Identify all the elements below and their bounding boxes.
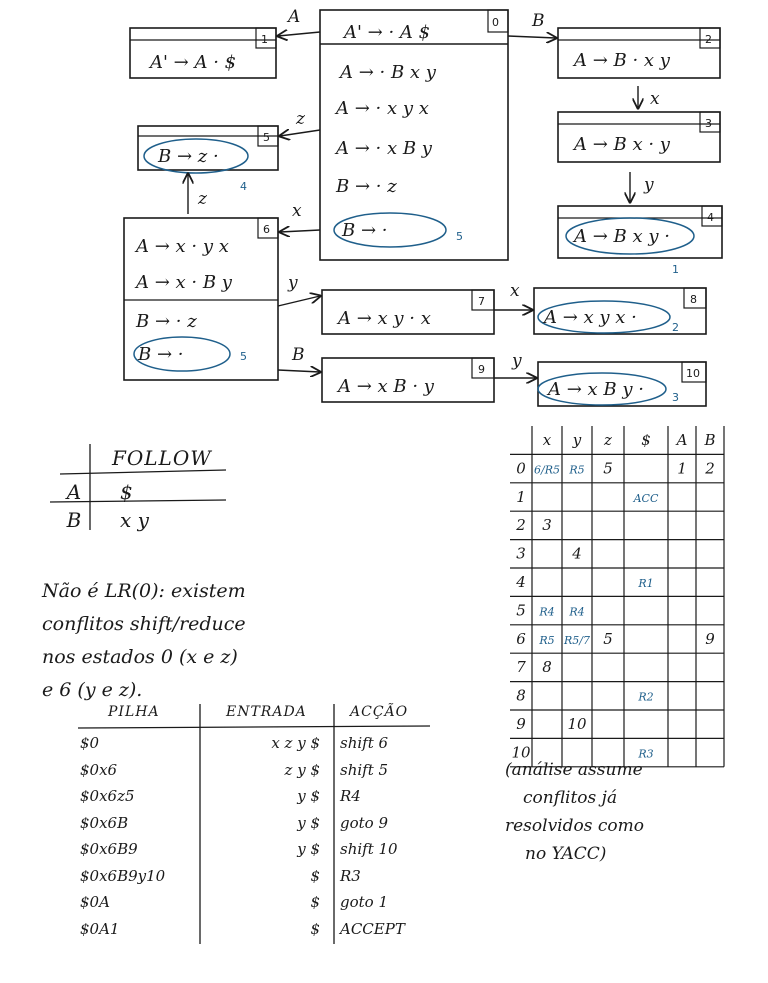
trace-header-stack: PILHA <box>108 704 160 720</box>
edge-label-0-5: z <box>296 109 305 129</box>
edge-0-1 <box>278 32 320 36</box>
trace-row <box>78 814 438 838</box>
state-7-item-1: A → x y · x <box>338 308 431 329</box>
table-cell: 2 <box>705 459 715 478</box>
table-cell: R3 <box>638 747 654 761</box>
state-3-number: 3 <box>705 117 712 130</box>
comment-line: no YACC) <box>525 844 607 864</box>
edge-0-5 <box>280 130 320 136</box>
state-0-item-3: A → · x y x <box>336 98 429 119</box>
state-6-item-2: A → x · B y <box>136 272 232 293</box>
state-0-item-5: B → · z <box>336 176 397 197</box>
edge-label-0-1: A <box>288 7 301 27</box>
trace-input: $ <box>310 919 320 938</box>
table-cell: R5/7 <box>564 633 590 647</box>
state-5 <box>138 126 278 193</box>
trace-row <box>78 893 438 917</box>
state-5-item-1: B → z · <box>158 146 219 167</box>
table-state-cell: 0 <box>516 459 526 478</box>
conflict-note <box>42 575 402 707</box>
state-2-item-1: A → B · x y <box>574 50 670 71</box>
table-state-cell: 5 <box>516 601 526 620</box>
state-3-item-1: A → B x · y <box>574 134 670 155</box>
table-state-cell: 8 <box>516 686 526 705</box>
edge-6-7 <box>278 296 320 306</box>
parse-table <box>510 426 724 767</box>
table-cell: 1 <box>677 459 687 478</box>
table-cell: R5 <box>539 633 555 647</box>
note-line: Não é LR(0): existem <box>42 580 246 602</box>
trace-row <box>78 867 438 891</box>
comment-line: resolvidos como <box>505 816 644 836</box>
state-2-number: 2 <box>705 33 712 46</box>
table-state-cell: 7 <box>516 658 526 677</box>
trace-stack: $0x6 <box>80 760 118 779</box>
trace-input: y $ <box>297 813 320 832</box>
state-8-reduce-rule: 2 <box>672 321 679 334</box>
parse-table-grid <box>510 426 724 767</box>
state-10-reduce-rule: 3 <box>672 391 679 404</box>
table-cell: 9 <box>705 629 715 648</box>
state-8-number: 8 <box>690 293 697 306</box>
trace-input: y $ <box>297 840 320 858</box>
table-state-cell: 3 <box>516 544 526 563</box>
state-0-item-4: A → · x B y <box>336 138 432 159</box>
state-9-number: 9 <box>478 363 485 376</box>
state-4-item-1: A → B x y · <box>574 226 670 247</box>
state-6-reduce-rule: 5 <box>240 350 247 363</box>
edge-0-2 <box>508 36 556 38</box>
trace-stack: $0x6B9 <box>80 840 138 858</box>
state-6-number: 6 <box>263 223 270 236</box>
table-cell: 6/R5 <box>534 463 560 477</box>
trace-stack: $0x6B9y10 <box>80 866 166 885</box>
trace-action: R3 <box>340 866 361 885</box>
trace-action: goto 9 <box>340 813 389 832</box>
table-state-cell: 9 <box>516 715 526 733</box>
state-6-item-4: B → · <box>138 344 184 365</box>
table-cell: 3 <box>542 516 552 535</box>
table-cell: R5 <box>569 463 585 477</box>
follow-symbol: A <box>66 480 82 504</box>
state-4 <box>558 206 722 276</box>
edge-label-7-8: x <box>510 281 520 301</box>
edge-6-9 <box>278 370 320 372</box>
state-0-item-2: A → · B x y <box>340 62 436 83</box>
table-header-cell: z <box>604 431 612 449</box>
state-0-item-6: B → · <box>342 220 388 241</box>
table-header-cell: B <box>704 431 716 449</box>
table-cell: R1 <box>638 577 654 590</box>
edge-label-0-6: x <box>292 201 302 221</box>
follow-row-b <box>62 508 242 536</box>
note-line: conflitos shift/reduce <box>42 613 246 635</box>
state-2 <box>558 28 720 78</box>
table-cell: 10 <box>567 715 587 733</box>
trace-input: y $ <box>297 787 320 805</box>
trace-action: shift 5 <box>340 760 389 779</box>
trace-row <box>78 761 438 785</box>
table-cell: 4 <box>572 544 582 563</box>
trace-input: $ <box>310 866 320 885</box>
edge-label-9-10: y <box>512 351 522 371</box>
follow-value: x y <box>120 508 149 532</box>
table-cell: ACC <box>633 491 659 505</box>
yacc-comment <box>505 756 735 868</box>
trace-row <box>78 787 438 811</box>
state-0 <box>320 10 508 260</box>
state-0-number: 0 <box>492 16 499 29</box>
state-8 <box>534 288 706 334</box>
state-9 <box>322 358 494 402</box>
state-9-item-1: A → x B · y <box>338 376 434 397</box>
edge-label-3-4: y <box>644 175 654 195</box>
table-cell: 5 <box>603 459 613 478</box>
comment-line: conflitos já <box>523 788 618 808</box>
edge-label-0-2: B <box>532 11 545 31</box>
state-10-item-1: A → x B y · <box>548 379 644 400</box>
table-state-cell: 2 <box>516 516 526 535</box>
note-line: nos estados 0 (x e z) <box>42 646 238 668</box>
follow-symbol: B <box>66 508 82 532</box>
edge-0-6 <box>280 230 320 232</box>
state-6-item-1: A → x · y x <box>136 236 229 257</box>
comment-line: (análise assume <box>505 760 643 780</box>
table-state-cell: 4 <box>516 573 526 591</box>
state-6 <box>124 218 278 380</box>
edge-label-6-9: B <box>292 345 305 365</box>
table-cell: 5 <box>603 629 613 648</box>
state-4-reduce-rule: 1 <box>672 263 679 276</box>
trace-header-action: ACÇÃO <box>350 704 409 720</box>
state-10 <box>538 362 706 406</box>
table-header-cell: $ <box>641 431 651 449</box>
trace-action: goto 1 <box>340 893 389 911</box>
table-state-cell: 10 <box>511 743 531 762</box>
trace-stack: $0x6B <box>80 813 129 832</box>
table-header-cell: x <box>542 431 552 449</box>
state-8-item-1: A → x y x · <box>544 307 637 328</box>
trace-action: R4 <box>340 787 361 805</box>
trace-stack: $0x6z5 <box>80 787 135 805</box>
state-7 <box>322 290 494 334</box>
state-1-item-1: A' → A · $ <box>150 52 237 73</box>
trace-stack: $0 <box>80 734 100 752</box>
edge-label-2-3: x <box>650 89 660 109</box>
state-1 <box>130 28 276 78</box>
table-header-cell: A <box>676 431 688 449</box>
state-3 <box>558 112 720 162</box>
trace-header-input: ENTRADA <box>226 704 307 720</box>
table-header-cell: y <box>572 431 582 449</box>
table-cell: 8 <box>542 658 552 677</box>
trace-stack: $0A1 <box>80 919 120 938</box>
edge-label-6-5: z <box>198 189 207 209</box>
trace-row <box>78 734 438 758</box>
state-7-number: 7 <box>478 295 485 308</box>
state-1-number: 1 <box>261 33 268 46</box>
table-cell: R2 <box>638 690 654 704</box>
note-line: e 6 (y e z). <box>42 679 143 701</box>
state-5-reduce-rule: 4 <box>240 180 247 193</box>
table-cell: R4 <box>539 605 555 619</box>
trace-row <box>78 840 438 864</box>
state-0-item-1: A' → · A $ <box>344 22 431 43</box>
follow-row-a <box>62 480 242 508</box>
table-state-cell: 6 <box>516 629 526 648</box>
state-6-item-3: B → · z <box>136 311 197 332</box>
trace-input: z y $ <box>284 760 320 779</box>
state-10-number: 10 <box>686 367 700 380</box>
table-cell: R4 <box>569 605 585 619</box>
edge-label-6-7: y <box>288 273 298 293</box>
follow-value: $ <box>120 480 133 504</box>
trace-row <box>78 920 438 944</box>
trace-action: shift 10 <box>340 840 398 858</box>
follow-title: FOLLOW <box>112 446 212 470</box>
trace-action: ACCEPT <box>340 919 405 938</box>
state-4-number: 4 <box>707 211 714 224</box>
table-state-cell: 1 <box>516 487 526 506</box>
trace-input: $ <box>310 893 320 911</box>
state-0-reduce-rule: 5 <box>456 230 463 243</box>
trace-stack: $0A <box>80 893 110 911</box>
trace-input: x z y $ <box>271 734 320 752</box>
state-5-number: 5 <box>263 131 270 144</box>
trace-action: shift 6 <box>340 734 389 752</box>
